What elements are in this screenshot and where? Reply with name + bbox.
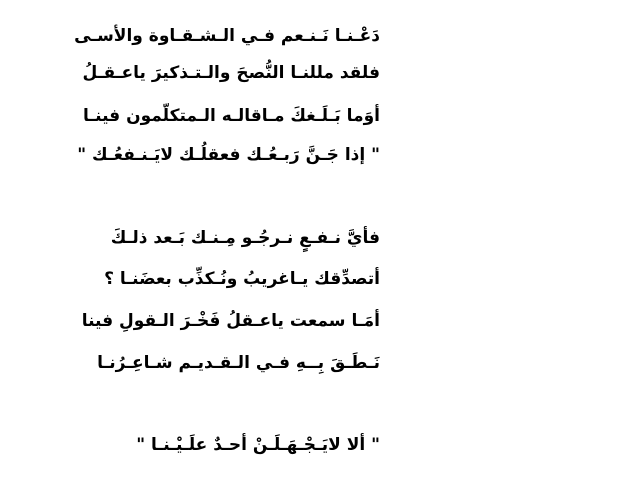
verse-line: " ألا لايَـجْـهَـلَـنْ أحـدٌ علَـيْـنـا " <box>136 435 380 455</box>
verse-line: نَـطَـقَ بِــهِ فـي الـقـديـم شـاعِـرُنـا <box>97 353 380 373</box>
verse-line: فلقد مللنـا النُّصحَ والـتـذكيرَ ياعـقـلُ <box>82 63 380 83</box>
verse-line: أوَما بَـلَـغكَ مـاقالـه الـمتكلّمون فينـا <box>82 106 380 126</box>
poem <box>40 0 380 480</box>
verse-line: أتصدِّقك يـاغريبُ ونُـكذِّب بعضَنـا ؟ <box>104 269 380 289</box>
verse-line: فأيَّ نـفـعٍ نـرجُـو مِـنـك بَـعد ذلـكَ <box>110 228 380 248</box>
verse-line: دَعْـنـا نَـنـعم فـي الـشـقـاوة والأسـى <box>74 26 380 46</box>
verse-line: أمَـا سمعت ياعـقلُ فَخْـرَ الـقولِ فينا <box>81 311 380 331</box>
verse-line: " إذا جَـنَّ رَبـعُـك فعقلُـك لايَـنـفعُـك " <box>77 145 380 165</box>
